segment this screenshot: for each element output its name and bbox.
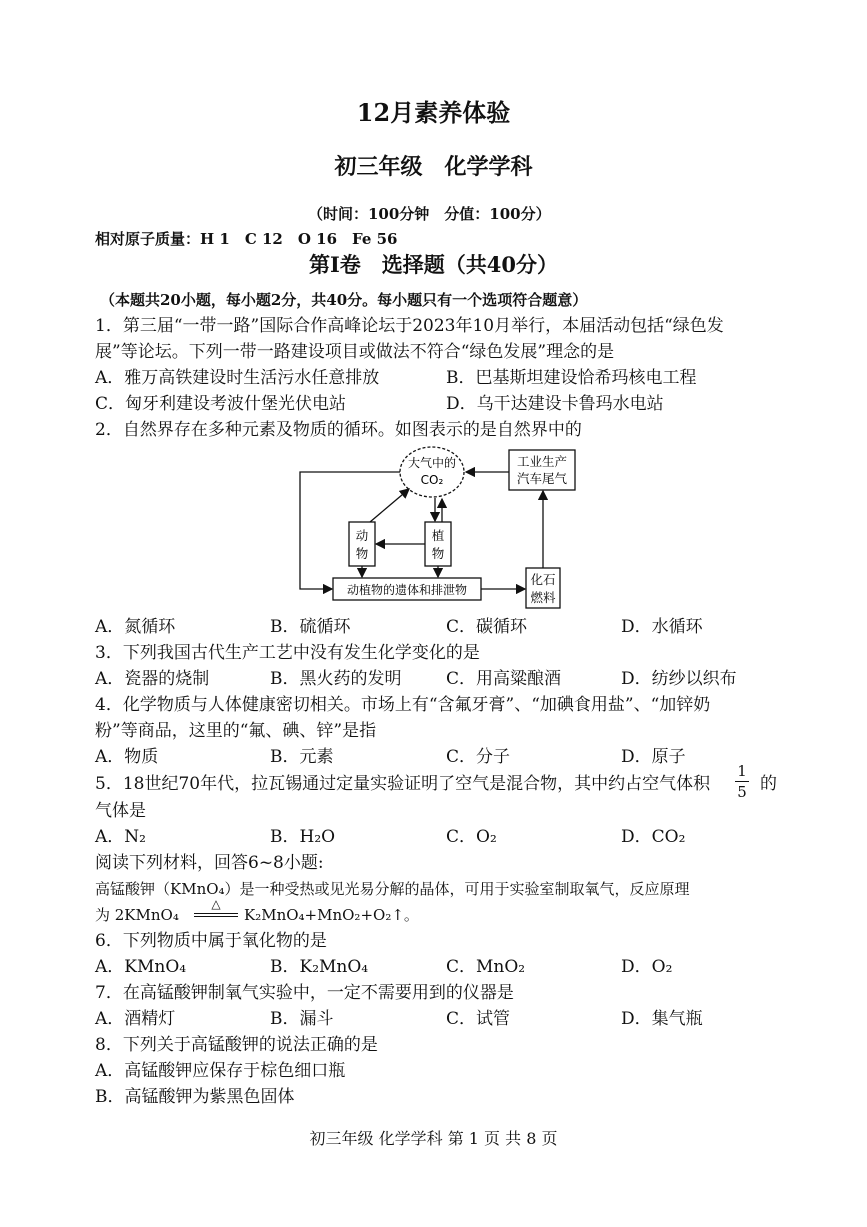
plant-label-2: 物 [431, 546, 445, 561]
page-title: 12月素养体验 [356, 98, 511, 127]
q7-stem: 7．在高锰酸钾制氧气实验中，一定不需要用到的仪器是 [95, 983, 514, 1003]
co2-label-line1: 大气中的 [407, 456, 457, 470]
q1-option-b: B．巴基斯坦建设恰希玛核电工程 [446, 368, 697, 388]
q5-option-c: C．O₂ [446, 827, 497, 847]
animal-label-1: 动 [355, 528, 369, 543]
co2-ellipse [400, 447, 464, 497]
q5-option-b: B．H₂O [270, 827, 336, 847]
q5-stem-line1: 5．18世纪70年代，拉瓦锡通过定量实验证明了空气是混合物，其中约占空气体积 [95, 774, 711, 794]
reading-material: 高锰酸钾（KMnO₄）是一种受热或见光易分解的晶体，可用于实验室制取氧气，反应原理 [95, 880, 690, 898]
arrow-co2-loop-to-remains [300, 472, 400, 589]
page-footer: 初三年级 化学学科 第 1 页 共 8 页 [309, 1129, 558, 1148]
q2-option-c: C．碳循环 [446, 617, 528, 637]
section-instructions: （本题共20小题，每小题2分，共40分。每小题只有一个选项符合题意） [100, 291, 588, 309]
q2-option-a: A．氮循环 [95, 617, 176, 637]
q1-stem-line2: 展”等论坛。下列一带一路建设项目或做法不符合“绿色发展”理念的是 [95, 342, 615, 362]
q4-option-c: C．分子 [446, 747, 511, 767]
remains-label: 动植物的遗体和排泄物 [346, 583, 468, 597]
q6-option-a: A．KMnO₄ [95, 957, 187, 977]
q6-option-d: D．O₂ [621, 957, 673, 977]
q3-option-d: D．纺纱以织布 [621, 669, 737, 689]
q6-option-b: B．K₂MnO₄ [270, 957, 369, 977]
q3-option-a: A．瓷器的烧制 [95, 669, 210, 689]
q1-option-a: A．雅万高铁建设时生活污水任意排放 [95, 368, 380, 388]
co2-label-line2: CO₂ [420, 473, 444, 487]
fraction-denominator: 5 [737, 783, 747, 801]
reaction-prefix: 为 2KMnO₄ [95, 906, 179, 924]
q8-option-a: A．高锰酸钾应保存于棕色细口瓶 [95, 1061, 346, 1081]
reading-intro: 阅读下列材料，回答6~8小题: [95, 853, 324, 873]
q8-stem: 8．下列关于高锰酸钾的说法正确的是 [95, 1035, 378, 1055]
q4-option-d: D．原子 [621, 747, 686, 767]
q2-stem: 2．自然界存在多种元素及物质的循环。如图表示的是自然界中的 [95, 420, 582, 440]
reaction-condition: △ [211, 897, 221, 911]
atomic-mass: 相对原子质量：H 1 C 12 O 16 Fe 56 [95, 230, 398, 248]
section-title: 第Ⅰ卷 选择题（共40分） [308, 252, 559, 277]
q1-option-c: C．匈牙利建设考波什堡光伏电站 [95, 394, 347, 414]
q3-option-c: C．用高粱酿酒 [446, 669, 562, 689]
arrow-animal-to-co2 [370, 489, 409, 522]
animal-label-2: 物 [355, 546, 369, 561]
reaction-products: K₂MnO₄+MnO₂+O₂↑。 [244, 906, 419, 924]
q5-stem-line2: 气体是 [95, 801, 146, 821]
grade-subject: 初三年级 化学学科 [334, 154, 533, 180]
q6-option-c: C．MnO₂ [446, 957, 526, 977]
q7-option-a: A．酒精灯 [95, 1009, 176, 1029]
q5-stem-line1-end: 的 [760, 774, 777, 794]
q2-option-d: D．水循环 [621, 617, 703, 637]
q3-stem: 3．下列我国古代生产工艺中没有发生化学变化的是 [95, 643, 480, 663]
plant-label-1: 植 [431, 528, 445, 543]
q1-option-d: D．乌干达建设卡鲁玛水电站 [446, 394, 664, 414]
q2-option-b: B．硫循环 [270, 617, 351, 637]
industry-label-line2: 汽车尾气 [516, 471, 568, 486]
q4-option-b: B．元素 [270, 747, 334, 767]
q1-stem-line1: 1．第三届“一带一路”国际合作高峰论坛于2023年10月举行，本届活动包括“绿色发 [95, 316, 724, 336]
reaction-equals-sign [194, 913, 238, 917]
fossil-label-2: 燃料 [530, 590, 556, 605]
fraction-numerator: 1 [737, 762, 747, 780]
q7-option-c: C．试管 [446, 1009, 511, 1029]
industry-label-line1: 工业生产 [516, 454, 568, 469]
time-score: （时间：100分钟 分值：100分） [308, 205, 551, 223]
q4-stem-line2: 粉”等商品，这里的“氟、碘、锌”是指 [95, 721, 377, 741]
q6-stem: 6．下列物质中属于氧化物的是 [95, 931, 327, 951]
q7-option-b: B．漏斗 [270, 1009, 334, 1029]
carbon-cycle-diagram [290, 442, 590, 612]
q4-option-a: A．物质 [95, 747, 159, 767]
q4-stem-line1: 4．化学物质与人体健康密切相关。市场上有“含氟牙膏”、“加碘食用盐”、“加锌奶 [95, 695, 711, 715]
fossil-label-1: 化石 [530, 572, 556, 587]
q8-option-b: B．高锰酸钾为紫黑色固体 [95, 1087, 295, 1107]
q7-option-d: D．集气瓶 [621, 1009, 703, 1029]
q5-fraction [735, 762, 749, 801]
q3-option-b: B．黑火药的发明 [270, 669, 402, 689]
q5-option-a: A．N₂ [95, 827, 146, 847]
q5-option-d: D．CO₂ [621, 827, 686, 847]
